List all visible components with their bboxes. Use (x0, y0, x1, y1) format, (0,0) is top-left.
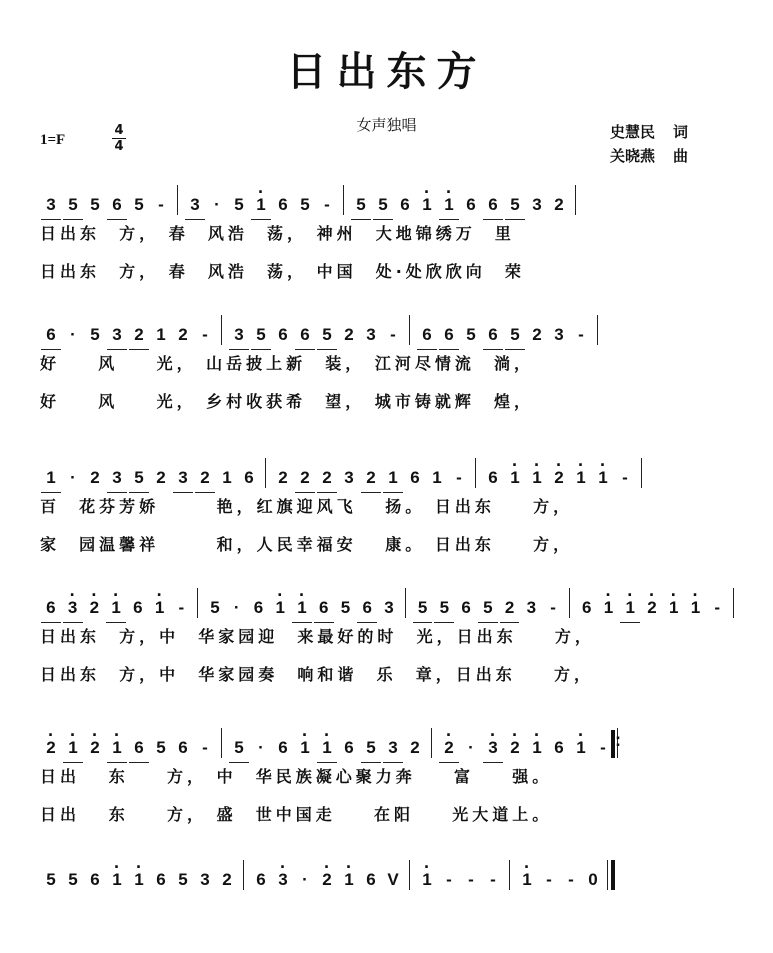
barline (238, 860, 250, 890)
note: 6 (244, 468, 254, 487)
note: · (258, 738, 264, 757)
note: 3 (106, 325, 128, 345)
note: 6 (278, 325, 288, 344)
note: · 2 (316, 870, 338, 890)
note: · 1 (106, 870, 128, 890)
dash-extension: - (446, 870, 452, 889)
dash-extension: - (714, 598, 721, 617)
dash-extension: - (158, 195, 164, 214)
note: 2 (128, 325, 150, 345)
note: 6 (344, 738, 354, 757)
note: 2 (294, 468, 316, 488)
barline (604, 860, 616, 890)
note: 6 (40, 325, 62, 345)
barline (636, 458, 648, 488)
note: 6 (482, 325, 504, 345)
dash-extension: - (468, 870, 474, 889)
dash-extension: - (456, 468, 462, 487)
dash-extension: - (324, 195, 330, 214)
note: · 1 (570, 738, 592, 758)
barline (728, 588, 740, 618)
barline (470, 458, 482, 488)
score-row (40, 175, 740, 291)
note: 5 (433, 598, 455, 618)
note: 6 (40, 598, 62, 618)
barline (216, 315, 228, 345)
lyricist-role: 词 (673, 123, 689, 141)
note: · (468, 738, 474, 757)
note: 6 (256, 870, 266, 889)
song-title: 日出东方 (286, 49, 487, 95)
note: 2 (316, 468, 338, 488)
note: 6 (400, 195, 410, 214)
lyricist-line (610, 120, 688, 144)
note: 2 (410, 738, 420, 757)
score-row (40, 850, 740, 890)
notation-line (40, 578, 740, 618)
note: · (214, 195, 220, 214)
lyric-line-1: 百 花芬芳娇 艳，红旗迎风飞 扬。 日出东 方， (40, 497, 574, 516)
lyricist-name: 史慧民 (610, 123, 656, 141)
note: 2 (360, 468, 382, 488)
note: 1 (40, 468, 62, 488)
notation-line (40, 305, 740, 345)
note: · 1 (62, 738, 84, 758)
note: · 1 (685, 598, 707, 618)
note: 3 (172, 468, 194, 488)
note: 5 (178, 870, 188, 889)
barline (404, 315, 416, 345)
note: 6 (178, 738, 188, 757)
note: · 1 (128, 870, 150, 890)
lyric-line-2: 日出 东 方， 盛 世中国走 在阳 光大道上。 (40, 805, 553, 824)
barline (260, 458, 272, 488)
note: 5 (90, 325, 100, 344)
note: 3 (200, 870, 210, 889)
note: 5 (350, 195, 372, 215)
dash-extension: - (578, 325, 584, 344)
note: 0 (588, 870, 598, 889)
note: 5 (210, 598, 220, 617)
note: 6 (106, 195, 128, 215)
note: · 1 (291, 598, 313, 618)
note: 6 (278, 738, 288, 757)
note: · 1 (663, 598, 685, 618)
note: 2 (156, 468, 166, 487)
note: 5 (372, 195, 394, 215)
note: · 1 (516, 870, 538, 890)
note: 6 (410, 468, 420, 487)
dash-extension: - (568, 870, 574, 889)
note: 3 (384, 598, 394, 617)
notation-line (40, 850, 740, 890)
note: 5 (504, 195, 526, 215)
note: · 1 (526, 738, 548, 758)
lyric-line-2: 家 园温馨祥 和，人民幸福安 康。 日出东 方， (40, 535, 574, 554)
note: 5 (90, 195, 100, 214)
note: 5 (340, 598, 351, 617)
barline (592, 315, 604, 345)
note: · 3 (482, 738, 504, 758)
score-row (40, 578, 740, 694)
notation-line (40, 175, 740, 215)
breath-mark-icon: V (387, 870, 399, 889)
note: 6 (278, 195, 288, 214)
note: 3 (106, 468, 128, 488)
score-row (40, 305, 740, 421)
note: · 1 (250, 195, 272, 215)
note: · 3 (62, 598, 84, 618)
note: 1 (222, 468, 232, 487)
dash-extension: - (202, 325, 208, 344)
note: 5 (466, 325, 476, 344)
barline (216, 728, 228, 758)
note: · 1 (619, 598, 641, 618)
barline (614, 728, 626, 758)
note: 2 (194, 468, 216, 488)
note: · (70, 325, 76, 344)
note: 6 (466, 195, 476, 214)
dash-extension: - (546, 870, 552, 889)
note: 5 (412, 598, 434, 618)
note: · 1 (338, 870, 360, 890)
note: 6 (482, 195, 504, 215)
note: 5 (134, 195, 144, 214)
note: · 1 (269, 598, 291, 618)
note: 3 (184, 195, 206, 215)
dash-extension: - (622, 468, 628, 487)
note: 6 (554, 738, 564, 757)
notation-line (40, 448, 740, 488)
performance-type: 女声独唱 (356, 116, 417, 134)
note: 3 (40, 195, 62, 215)
dash-extension: - (202, 738, 208, 757)
note: · 2 (438, 738, 460, 758)
barline (404, 860, 416, 890)
note: · 1 (598, 598, 620, 618)
note: 6 (253, 598, 264, 617)
note: 6 (128, 738, 150, 758)
lyric-line-1: 好 风 光， 山岳披上新 装， 江河尽情流 淌， (40, 354, 534, 373)
note: 2 (178, 325, 188, 344)
note: · 1 (570, 468, 592, 488)
lyric-line-2: 日出东 方， 春 风浩 荡， 中国 处·处欣欣向 荣 (40, 262, 525, 281)
notation-line (40, 718, 740, 758)
note: · (302, 870, 308, 889)
note: 6 (581, 598, 592, 617)
note: 6 (461, 598, 471, 617)
note: 5 (156, 738, 166, 757)
note: · 1 (149, 598, 171, 618)
note: 5 (250, 325, 272, 345)
barline (172, 185, 184, 215)
note: 5 (300, 195, 310, 214)
note: · 1 (438, 195, 460, 215)
note: 1 (156, 325, 166, 344)
barline (400, 588, 412, 618)
barline (426, 728, 438, 758)
note: · 2 (40, 738, 62, 758)
note: 3 (344, 468, 354, 487)
note: 6 (133, 598, 143, 617)
note: 2 (278, 468, 288, 487)
lyric-line-2: 日出东 方，中 华家园奏 响和谐 乐 章，日出东 方， (40, 665, 594, 684)
note: 2 (554, 195, 564, 214)
note: · 2 (84, 598, 106, 618)
note: · 1 (106, 738, 128, 758)
note: 2 (344, 325, 354, 344)
note: · (233, 598, 240, 617)
time-signature-top: 4 (114, 123, 124, 138)
note: 5 (128, 468, 150, 488)
note: · 3 (272, 870, 294, 890)
dash-extension: - (178, 598, 185, 617)
time-signature-bottom: 4 (114, 139, 124, 154)
note: 6 (488, 468, 498, 487)
note: 3 (554, 325, 564, 344)
note: 3 (532, 195, 542, 214)
note: 2 (499, 598, 521, 618)
key-signature: 1=F (40, 132, 66, 148)
lyric-line-2: 好 风 光， 乡村收获希 望， 城市铸就辉 煌， (40, 392, 534, 411)
note: 6 (90, 870, 100, 889)
note: · 2 (84, 738, 106, 758)
note: 5 (316, 325, 338, 345)
lyric-line-1: 日出东 方，中 华家园迎 来最好的时 光，日出东 方， (40, 627, 595, 646)
note: · 1 (504, 468, 526, 488)
score-row (40, 718, 740, 834)
note: · 2 (641, 598, 663, 618)
dash-extension: - (600, 738, 606, 757)
note: 1 (382, 468, 404, 488)
note: 6 (156, 870, 166, 889)
barline (192, 588, 204, 618)
note: 5 (228, 738, 250, 758)
score-row (40, 448, 740, 564)
barline (504, 860, 516, 890)
composer-name: 关晓燕 (610, 147, 656, 165)
note: 3 (366, 325, 376, 344)
dash-extension: - (390, 325, 396, 344)
note: 2 (222, 870, 232, 889)
note: 5 (477, 598, 499, 618)
note: 5 (234, 195, 244, 214)
note: · 1 (105, 598, 127, 618)
dash-extension: - (490, 870, 496, 889)
lyric-line-1: 日出东 方， 春 风浩 荡， 神州 大地锦绣万 里 (40, 224, 515, 243)
note: 2 (90, 468, 100, 487)
note: · 1 (316, 738, 338, 758)
barline (570, 185, 582, 215)
note: 5 (360, 738, 382, 758)
note: 6 (313, 598, 335, 618)
note: 3 (526, 598, 537, 617)
credits (610, 120, 688, 168)
time-signature (112, 124, 126, 153)
note: · 2 (548, 468, 570, 488)
note: 5 (68, 870, 78, 889)
note: 5 (504, 325, 526, 345)
note: · (70, 468, 76, 487)
lyric-line-1: 日出 东 方， 中 华民族凝心聚力奔 富 强。 (40, 767, 553, 786)
note: 5 (46, 870, 56, 889)
note: 1 (432, 468, 442, 487)
note: 5 (62, 195, 84, 215)
note: 6 (356, 598, 378, 618)
note: 2 (532, 325, 542, 344)
note: · 1 (416, 870, 438, 890)
note: · 1 (592, 468, 614, 488)
note: 3 (228, 325, 250, 345)
note: · 1 (416, 195, 438, 215)
note: 6 (438, 325, 460, 345)
note: · 1 (526, 468, 548, 488)
dash-extension: - (550, 598, 556, 617)
composer-line (610, 144, 688, 168)
note: 6 (366, 870, 376, 889)
note: 6 (416, 325, 438, 345)
note: · 1 (294, 738, 316, 758)
barline (564, 588, 576, 618)
note: · 2 (504, 738, 526, 758)
composer-role: 曲 (673, 147, 689, 165)
note: 6 (294, 325, 316, 345)
note: 3 (382, 738, 404, 758)
barline (338, 185, 350, 215)
